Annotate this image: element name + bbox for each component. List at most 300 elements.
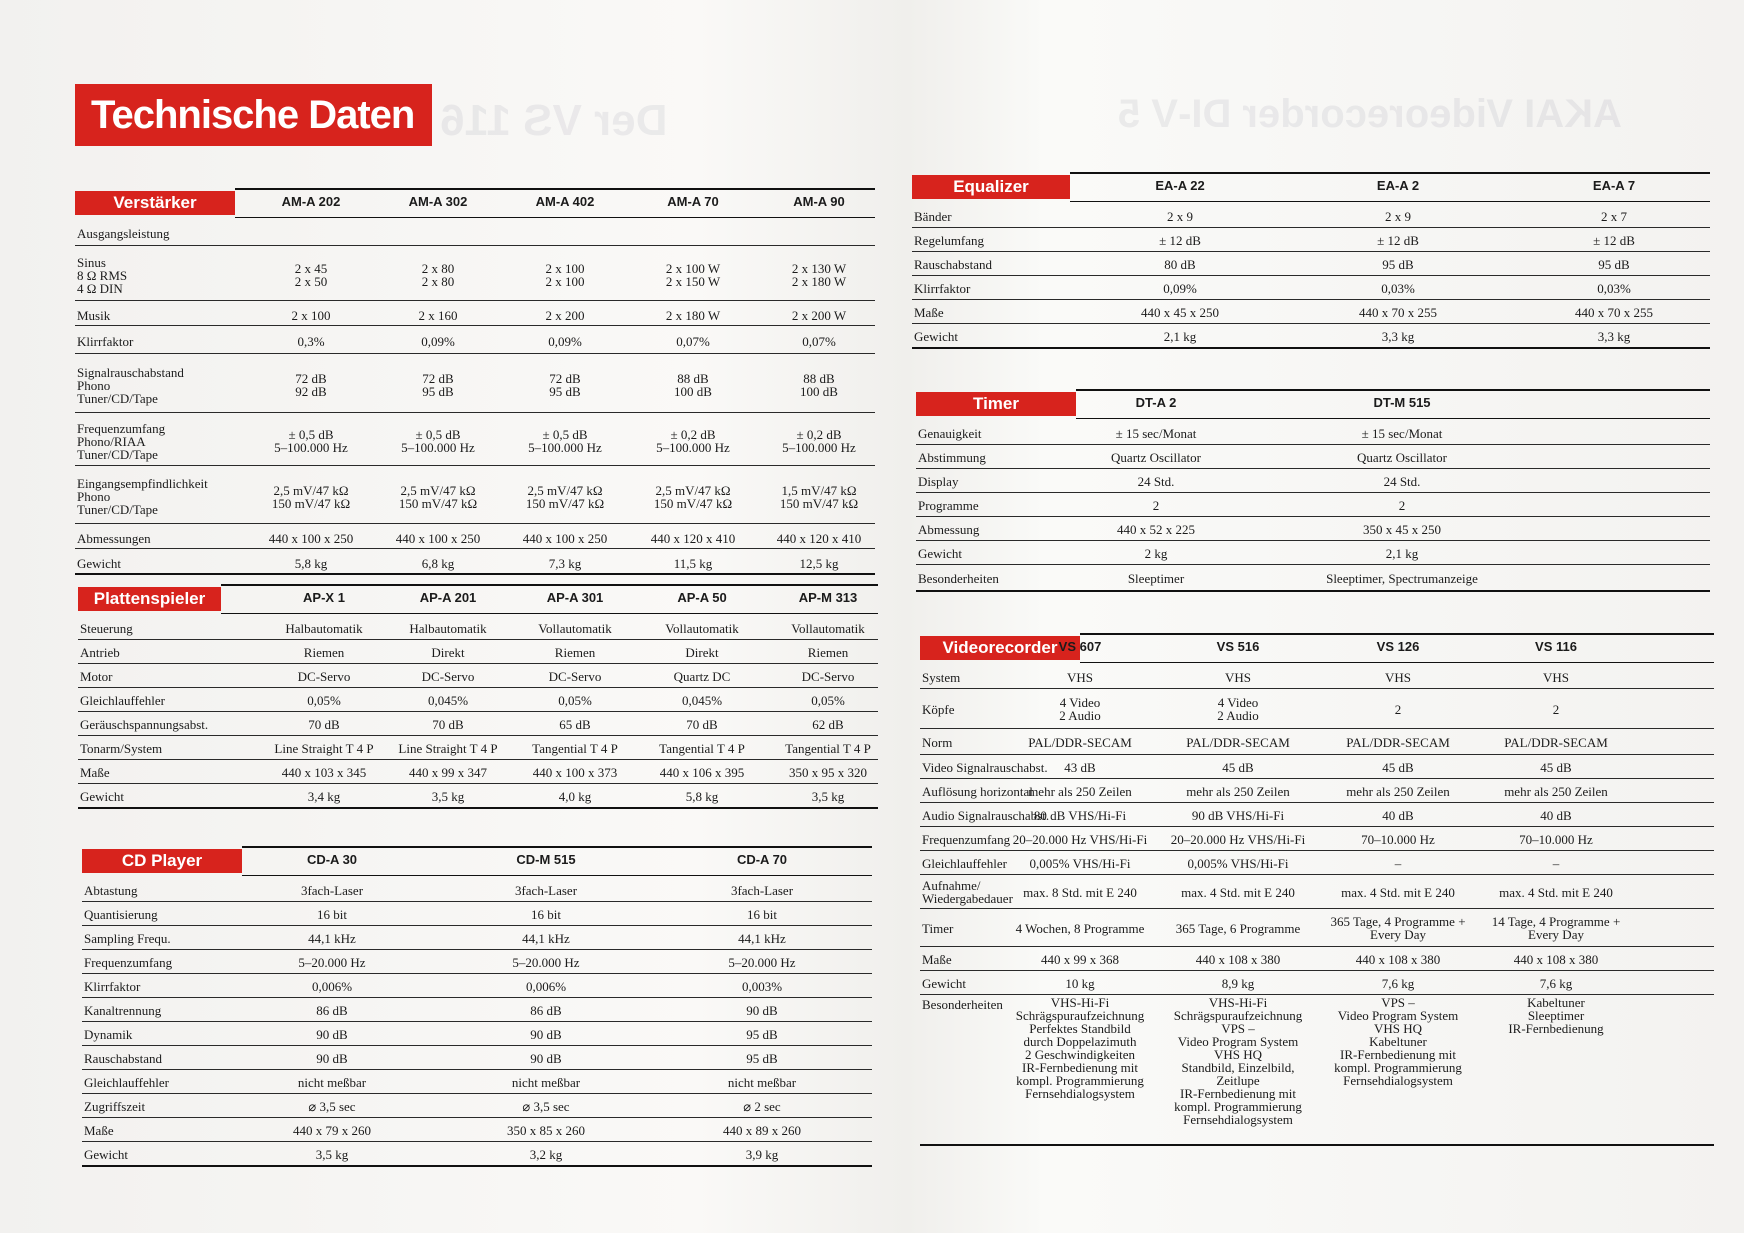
table-cell: 3fach-Laser: [514, 882, 578, 898]
table-cell: 62 dB: [812, 716, 844, 732]
section-title: CD Player: [82, 849, 242, 873]
column-header-vs-116: VS 116: [1535, 639, 1577, 654]
column-header-am-a-202: AM-A 202: [281, 194, 341, 209]
column-header-cd-a-70: CD-A 70: [736, 852, 788, 867]
table-cell: Riemen: [807, 644, 849, 660]
table-cell: 440 x 100 x 373: [532, 764, 618, 780]
table-row: [82, 997, 872, 1022]
column-header-ea-a-22: EA-A 22: [1155, 178, 1205, 193]
table-cell: 95 dB: [1598, 256, 1630, 272]
table-row: [82, 1069, 872, 1094]
table-cell: DC-Servo: [548, 668, 602, 684]
table-cell: 72 dB 95 dB: [422, 371, 454, 399]
table-cell: ± 0,5 dB 5–100.000 Hz: [528, 427, 602, 455]
table-cell: 95 dB: [1382, 256, 1414, 272]
table-cell: VHS-Hi-Fi Schrägspuraufzeichnung VPS – Video Program System VHS HQ Standbild, Einzelbild, Zeitlupe IR-Fernbedienung mit kompl. Programmierung Fernsehdialogsystem: [1173, 995, 1303, 1127]
row-label: Frequenzumfang: [922, 831, 1011, 847]
table-cell: 3,9 kg: [745, 1146, 779, 1162]
table-cell: 10 kg: [1065, 975, 1095, 991]
table-cell: 2 kg: [1144, 545, 1168, 561]
table-cell: 440 x 70 x 255: [1575, 304, 1653, 320]
table-row: [920, 994, 1714, 1146]
table-row: [82, 949, 872, 974]
table-cell: 88 dB 100 dB: [674, 371, 712, 399]
table-cell: 2 x 45 2 x 50: [294, 261, 328, 289]
table-cell: 90 dB: [746, 1002, 778, 1018]
table-cell: 24 Std.: [1137, 473, 1175, 489]
table-row: [75, 219, 875, 246]
row-label: Dynamik: [84, 1026, 133, 1042]
table-row: [920, 946, 1714, 971]
table-cell: 365 Tage, 4 Programme + Every Day: [1330, 914, 1466, 942]
table-cell: 3,4 kg: [307, 788, 341, 804]
row-label: Frequenzumfang Phono/RIAA Tuner/CD/Tape: [77, 420, 166, 462]
table-row: [912, 251, 1710, 276]
table-cell: 72 dB 92 dB: [295, 371, 327, 399]
table-cell: 3,5 kg: [431, 788, 465, 804]
table-cell: VHS: [1066, 669, 1093, 685]
table-cell: 0,045%: [427, 692, 469, 708]
row-label: Aufnahme/ Wiedergabedauer: [922, 878, 1013, 906]
table-cell: 0,03%: [1381, 280, 1415, 296]
table-cell: ± 15 sec/Monat: [1115, 425, 1197, 441]
table-row: [78, 639, 878, 664]
table-row: [75, 526, 875, 549]
table-cell: 2 x 100 W 2 x 150 W: [665, 261, 721, 289]
row-label: Signalrauschabstand Phono Tuner/CD/Tape: [77, 364, 184, 406]
table-row: [78, 735, 878, 760]
table-cell: 2: [1552, 701, 1560, 717]
table-cell: PAL/DDR-SECAM: [1346, 734, 1450, 750]
table-cell: 65 dB: [559, 716, 591, 732]
table-cell: 24 Std.: [1383, 473, 1421, 489]
table-cell: 440 x 99 x 368: [1041, 951, 1119, 967]
table-cell: Tangential T 4 P: [532, 740, 618, 756]
row-label: Gleichlauffehler: [80, 692, 165, 708]
row-label: Tonarm/System: [80, 740, 163, 756]
table-cell: ± 12 dB: [1159, 232, 1201, 248]
table-row: [920, 826, 1714, 851]
table-cell: 0,09%: [421, 334, 455, 349]
table-cell: Line Straight T 4 P: [398, 740, 498, 756]
table-cell: 16 bit: [317, 906, 347, 922]
table-row: [82, 1141, 872, 1167]
row-label: Gewicht: [918, 545, 963, 561]
table-row: [916, 492, 1710, 517]
row-label: Gleichlauffehler: [922, 855, 1007, 871]
bleed-through-left: Der VS 116: [440, 96, 668, 145]
table-cell: 440 x 89 x 260: [723, 1122, 801, 1138]
row-label: Abtastung: [84, 882, 138, 898]
table-cell: Tangential T 4 P: [785, 740, 871, 756]
table-cell: 4 Video 2 Audio: [1217, 695, 1259, 723]
row-label: Klirrfaktor: [77, 334, 134, 349]
table-cell: 70–10.000 Hz: [1361, 831, 1435, 847]
table-row: [75, 415, 875, 466]
table-cell: 0,07%: [802, 334, 836, 349]
table-cell: 0,006%: [525, 978, 567, 994]
table-cell: 2,1 kg: [1163, 328, 1197, 344]
table-cell: 80 dB VHS/Hi-Fi: [1033, 807, 1127, 823]
row-label: Abmessung: [918, 521, 980, 537]
table-cell: nicht meßbar: [297, 1074, 367, 1090]
table-cell: nicht meßbar: [511, 1074, 581, 1090]
row-label: Audio Signalrauschabst.: [922, 807, 1050, 823]
table-cell: 95 dB: [746, 1026, 778, 1042]
table-cell: 3fach-Laser: [730, 882, 794, 898]
table-row: [916, 468, 1710, 493]
row-label: Quantisierung: [84, 906, 158, 922]
table-cell: 70 dB: [686, 716, 718, 732]
table-cell: DC-Servo: [297, 668, 351, 684]
column-header-am-a-90: AM-A 90: [793, 194, 845, 209]
table-cell: 90 dB VHS/Hi-Fi: [1191, 807, 1285, 823]
row-label: Sinus 8 Ω RMS 4 Ω DIN: [77, 254, 128, 296]
table-cell: 4 Wochen, 8 Programme: [1015, 920, 1145, 936]
table-cell: 0,05%: [307, 692, 341, 708]
table-cell: 0,006%: [311, 978, 353, 994]
table-cell: 0,005% VHS/Hi-Fi: [1029, 855, 1131, 871]
table-cell: Quartz Oscillator: [1111, 449, 1201, 465]
table-cell: 350 x 85 x 260: [507, 1122, 585, 1138]
column-header-ea-a-7: EA-A 7: [1592, 178, 1636, 193]
table-row: [82, 1021, 872, 1046]
table-cell: 20–20.000 Hz VHS/Hi-Fi: [1170, 831, 1306, 847]
column-header-am-a-70: AM-A 70: [667, 194, 719, 209]
table-cell: 2 x 7: [1601, 208, 1627, 224]
table-cell: 44,1 kHz: [522, 930, 570, 946]
table-cell: 16 bit: [747, 906, 777, 922]
column-header-am-a-302: AM-A 302: [408, 194, 468, 209]
column-header-ap-a-50: AP-A 50: [677, 590, 727, 605]
table-cell: mehr als 250 Zeilen: [1028, 783, 1132, 799]
table-cell: 95 dB: [746, 1050, 778, 1066]
table-cell: 14 Tage, 4 Programme + Every Day: [1491, 914, 1621, 942]
row-label: Gewicht: [77, 555, 122, 571]
row-label: Abstimmung: [918, 449, 986, 465]
row-label: Genauigkeit: [918, 425, 982, 441]
table-row: [920, 970, 1714, 995]
table-cell: 2,5 mV/47 kΩ 150 mV/47 kΩ: [525, 482, 605, 511]
table-row: [75, 248, 875, 301]
section-title: Timer: [916, 392, 1076, 416]
table-cell: VHS: [1384, 669, 1411, 685]
column-header-dt-a-2: DT-A 2: [1135, 395, 1177, 410]
table-cell: 0,005% VHS/Hi-Fi: [1187, 855, 1289, 871]
table-cell: 2: [1394, 701, 1402, 717]
row-label: Regelumfang: [914, 232, 985, 248]
table-cell: Vollautomatik: [538, 620, 612, 636]
table-cell: 2,5 mV/47 kΩ 150 mV/47 kΩ: [398, 482, 478, 511]
table-row: [78, 615, 878, 640]
table-cell: 4,0 kg: [558, 788, 592, 804]
table-cell: Line Straight T 4 P: [274, 740, 374, 756]
table-cell: 3,2 kg: [529, 1146, 563, 1162]
table-row: [82, 1045, 872, 1070]
section-title: Plattenspieler: [78, 587, 221, 611]
column-header-vs-126: VS 126: [1376, 639, 1420, 654]
table-row: [920, 728, 1714, 755]
table-cell: PAL/DDR-SECAM: [1186, 734, 1290, 750]
table-cell: 350 x 95 x 320: [789, 764, 867, 780]
table-row: [75, 328, 875, 354]
column-header-vs-607: VS 607: [1058, 639, 1102, 654]
table-cell: 80 dB: [1164, 256, 1196, 272]
row-label: Musik: [77, 307, 111, 323]
row-label: Sampling Frequ.: [84, 930, 171, 946]
row-label: Gleichlauffehler: [84, 1074, 169, 1090]
table-row: [82, 973, 872, 998]
table-cell: ⌀ 3,5 sec: [308, 1098, 356, 1114]
column-header-ea-a-2: EA-A 2: [1376, 178, 1420, 193]
table-cell: 45 dB: [1222, 759, 1254, 775]
table-cell: 40 dB: [1382, 807, 1414, 823]
table-row: [916, 540, 1710, 565]
table-row: [82, 925, 872, 950]
table-row: [912, 203, 1710, 228]
table-cell: 3,3 kg: [1381, 328, 1415, 344]
table-cell: 44,1 kHz: [738, 930, 786, 946]
table-cell: 2 x 100: [291, 307, 331, 323]
table-cell: 365 Tage, 6 Programme: [1175, 920, 1301, 936]
table-row: [78, 687, 878, 712]
table-cell: ± 0,5 dB 5–100.000 Hz: [274, 427, 348, 455]
table-cell: 440 x 100 x 250: [268, 530, 354, 546]
table-cell: 2 x 9: [1167, 208, 1193, 224]
table-cell: Halbautomatik: [285, 620, 363, 636]
table-row: [920, 664, 1714, 689]
table-cell: 3fach-Laser: [300, 882, 364, 898]
table-cell: nicht meßbar: [727, 1074, 797, 1090]
table-row: [912, 323, 1710, 349]
table-cell: 3,3 kg: [1597, 328, 1631, 344]
row-label: Kanaltrennung: [84, 1002, 162, 1018]
table-cell: 440 x 100 x 250: [522, 530, 608, 546]
table-row: [912, 275, 1710, 300]
section-title: Verstärker: [75, 191, 235, 215]
row-label: Bänder: [914, 208, 952, 224]
table-cell: 7,6 kg: [1381, 975, 1415, 991]
table-cell: 2 x 200: [545, 307, 585, 323]
table-cell: 70–10.000 Hz: [1519, 831, 1593, 847]
table-cell: max. 8 Std. mit E 240: [1023, 884, 1137, 900]
row-label: Norm: [922, 734, 953, 750]
table-cell: Direkt: [685, 644, 719, 660]
table-cell: 2: [1152, 497, 1160, 513]
table-cell: Sleeptimer: [1127, 570, 1185, 586]
table-cell: 2 x 130 W 2 x 180 W: [791, 261, 847, 289]
table-cell: 0,09%: [1163, 280, 1197, 296]
table-cell: 2,5 mV/47 kΩ 150 mV/47 kΩ: [653, 482, 733, 511]
table-cell: 2 x 200 W: [791, 307, 847, 323]
row-label: Klirrfaktor: [84, 978, 141, 994]
table-cell: 45 dB: [1540, 759, 1572, 775]
table-cell: 5–20.000 Hz: [728, 954, 796, 970]
table-row: [75, 551, 875, 575]
table-cell: 12,5 kg: [799, 555, 839, 571]
table-cell: ± 0,2 dB 5–100.000 Hz: [782, 427, 856, 455]
row-label: Maße: [914, 304, 944, 320]
column-header-vs-516: VS 516: [1216, 639, 1260, 654]
table-cell: 2,5 mV/47 kΩ 150 mV/47 kΩ: [271, 482, 351, 511]
table-cell: 90 dB: [530, 1050, 562, 1066]
table-cell: 440 x 103 x 345: [281, 764, 367, 780]
table-cell: 88 dB 100 dB: [800, 371, 838, 399]
table-cell: 86 dB: [316, 1002, 348, 1018]
table-cell: 440 x 108 x 380: [1355, 951, 1441, 967]
table-cell: ± 15 sec/Monat: [1361, 425, 1443, 441]
column-header-ap-a-301: AP-A 301: [546, 590, 604, 605]
table-row: [920, 874, 1714, 909]
column-header-am-a-402: AM-A 402: [535, 194, 595, 209]
table-cell: 440 x 79 x 260: [293, 1122, 371, 1138]
row-label: Maße: [84, 1122, 114, 1138]
table-cell: ⌀ 3,5 sec: [522, 1098, 570, 1114]
table-cell: 0,3%: [297, 334, 325, 349]
table-cell: 70 dB: [432, 716, 464, 732]
table-cell: 72 dB 95 dB: [549, 371, 581, 399]
table-cell: 5,8 kg: [294, 555, 328, 571]
table-row: [916, 420, 1710, 445]
table-cell: 3,5 kg: [315, 1146, 349, 1162]
row-label: Eingangsempfindlichkeit Phono Tuner/CD/Tape: [77, 476, 208, 517]
table-row: [75, 356, 875, 413]
row-label: Rauschabstand: [84, 1050, 162, 1066]
table-cell: DC-Servo: [801, 668, 855, 684]
row-label: Köpfe: [922, 701, 955, 717]
table-cell: mehr als 250 Zeilen: [1346, 783, 1450, 799]
row-label: System: [922, 669, 961, 685]
table-cell: –: [1394, 855, 1402, 871]
table-cell: Tangential T 4 P: [659, 740, 745, 756]
row-label: Frequenzumfang: [84, 954, 173, 970]
table-cell: 40 dB: [1540, 807, 1572, 823]
row-label: Display: [918, 473, 959, 489]
section-title: Videorecorder: [920, 636, 1080, 660]
table-cell: Direkt: [431, 644, 465, 660]
table-cell: 0,09%: [548, 334, 582, 349]
table-row: [916, 516, 1710, 541]
table-cell: 90 dB: [316, 1050, 348, 1066]
row-label: Maße: [80, 764, 110, 780]
table-row: [916, 444, 1710, 469]
table-cell: max. 4 Std. mit E 240: [1341, 884, 1455, 900]
table-cell: Quartz Oscillator: [1357, 449, 1447, 465]
table-cell: 20–20.000 Hz VHS/Hi-Fi: [1012, 831, 1148, 847]
table-cell: 7,3 kg: [548, 555, 582, 571]
table-cell: 5,8 kg: [685, 788, 719, 804]
row-label: Rauschabstand: [914, 256, 992, 272]
table-row: [920, 802, 1714, 827]
table-row: [82, 1117, 872, 1142]
row-label: Programme: [918, 497, 979, 513]
table-row: [82, 877, 872, 902]
table-cell: 0,003%: [741, 978, 783, 994]
table-cell: VHS-Hi-Fi Schrägspuraufzeichnung Perfektes Standbild durch Doppelazimuth 2 Geschwindigkeiten IR-Fernbedienung mit kompl. Programmierung Fernsehdialogsystem: [1015, 995, 1145, 1101]
table-cell: 5–20.000 Hz: [298, 954, 366, 970]
table-cell: 440 x 99 x 347: [409, 764, 487, 780]
table-cell: VHS: [1224, 669, 1251, 685]
table-cell: 6,8 kg: [421, 555, 455, 571]
bleed-through-right: AKAI Videorecorder DI-V 5: [1118, 92, 1622, 136]
column-header-ap-a-201: AP-A 201: [419, 590, 477, 605]
table-cell: mehr als 250 Zeilen: [1504, 783, 1608, 799]
page-title: Technische Daten: [75, 84, 432, 146]
table-cell: Vollautomatik: [665, 620, 739, 636]
table-cell: 11,5 kg: [673, 555, 713, 571]
table-cell: –: [1552, 855, 1560, 871]
table-cell: 8,9 kg: [1221, 975, 1255, 991]
table-cell: 4 Video 2 Audio: [1059, 695, 1101, 723]
table-cell: 44,1 kHz: [308, 930, 356, 946]
table-cell: 45 dB: [1382, 759, 1414, 775]
table-cell: 2 x 9: [1385, 208, 1411, 224]
row-label: Besonderheiten: [918, 570, 999, 586]
table-cell: 440 x 108 x 380: [1195, 951, 1281, 967]
table-cell: Halbautomatik: [409, 620, 487, 636]
table-cell: ± 12 dB: [1593, 232, 1635, 248]
table-row: [920, 850, 1714, 875]
table-cell: Vollautomatik: [791, 620, 865, 636]
row-label: Zugriffszeit: [84, 1098, 146, 1114]
table-cell: 440 x 120 x 410: [650, 530, 736, 546]
table-cell: 43 dB: [1064, 759, 1096, 775]
table-cell: 2,1 kg: [1385, 545, 1419, 561]
table-cell: 3,5 kg: [811, 788, 845, 804]
table-cell: 440 x 70 x 255: [1359, 304, 1437, 320]
table-cell: ± 12 dB: [1377, 232, 1419, 248]
table-cell: 1,5 mV/47 kΩ 150 mV/47 kΩ: [779, 482, 859, 511]
row-label: Timer: [922, 920, 954, 936]
table-cell: Riemen: [303, 644, 345, 660]
column-header-ap-m-313: AP-M 313: [798, 590, 858, 605]
row-label: Besonderheiten: [922, 997, 1003, 1012]
table-row: [82, 901, 872, 926]
table-cell: 440 x 45 x 250: [1141, 304, 1219, 320]
table-cell: 2 x 160: [418, 307, 458, 323]
table-row: [912, 299, 1710, 324]
table-cell: 440 x 106 x 395: [659, 764, 745, 780]
column-header-cd-a-30: CD-A 30: [306, 852, 358, 867]
row-label: Gewicht: [922, 975, 967, 991]
row-label: Gewicht: [914, 328, 959, 344]
row-label: Maße: [922, 951, 952, 967]
table-row: [78, 663, 878, 688]
table-row: [916, 564, 1710, 592]
row-label: Geräuschspannungsabst.: [80, 716, 209, 732]
table-cell: Sleeptimer, Spectrumanzeige: [1326, 570, 1478, 586]
table-cell: Quartz DC: [673, 668, 731, 684]
table-cell: VPS – Video Program System VHS HQ Kabeltuner IR-Fernbedienung mit kompl. Programmierung Fernsehdialogsystem: [1334, 995, 1462, 1088]
table-row: [75, 468, 875, 524]
table-cell: DC-Servo: [421, 668, 475, 684]
table-row: [82, 1093, 872, 1118]
row-label: Video Signalrauschabst.: [922, 759, 1048, 775]
table-cell: Kabeltuner Sleeptimer IR-Fernbedienung: [1508, 995, 1604, 1036]
table-cell: Riemen: [554, 644, 596, 660]
table-cell: 440 x 52 x 225: [1117, 521, 1195, 537]
table-cell: 5–20.000 Hz: [512, 954, 580, 970]
table-row: [912, 227, 1710, 252]
table-cell: 2 x 80 2 x 80: [421, 261, 455, 289]
column-header-dt-m-515: DT-M 515: [1373, 395, 1431, 410]
table-cell: 7,6 kg: [1539, 975, 1573, 991]
table-cell: PAL/DDR-SECAM: [1504, 734, 1608, 750]
table-cell: ± 0,5 dB 5–100.000 Hz: [401, 427, 475, 455]
table-cell: mehr als 250 Zeilen: [1186, 783, 1290, 799]
row-label: Auflösung horizontal: [922, 783, 1033, 799]
row-label: Steuerung: [80, 620, 133, 636]
